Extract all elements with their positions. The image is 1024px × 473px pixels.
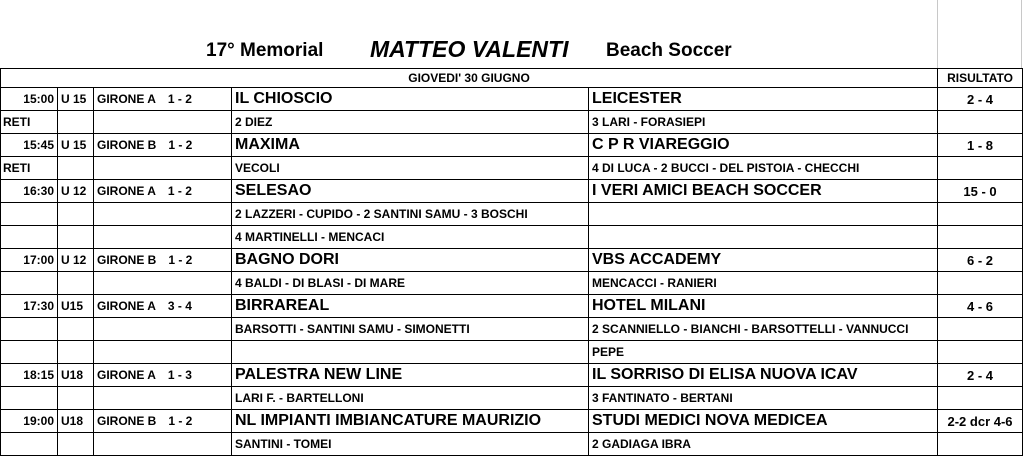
empty-cell [938,111,1023,134]
home-team: BIRRAREAL [232,295,589,318]
empty-cell [94,433,232,456]
away-team: C P R VIAREGGIO [589,134,938,157]
scorers-label [1,318,58,341]
empty-cell [94,157,232,180]
match-group [94,410,232,433]
scorers-row [1,387,1023,410]
group-match: 1 - 2 [167,184,192,198]
away-team: I VERI AMICI BEACH SOCCER [589,180,938,203]
match-time: 19:00 [1,410,58,433]
empty-cell [94,387,232,410]
away-team: LEICESTER [589,88,938,111]
empty-cell [58,318,94,341]
home-team: IL CHIOSCIO [232,88,589,111]
empty-cell [938,387,1023,410]
match-row [1,249,1023,272]
away-scorers: PEPE [589,341,938,364]
group-name: GIRONE B [97,414,157,428]
match-group [94,134,232,157]
scorers-label [1,433,58,456]
home-scorers: LARI F. - BARTELLONI [232,387,589,410]
match-category: U 15 [58,134,94,157]
match-result: 2 - 4 [938,88,1023,111]
group-name: GIRONE A [97,299,156,313]
schedule-table [0,68,1023,456]
match-row [1,295,1023,318]
empty-cell [938,341,1023,364]
away-scorers: MENCACCI - RANIERI [589,272,938,295]
home-team: MAXIMA [232,134,589,157]
match-result: 2 - 4 [938,364,1023,387]
match-group [94,88,232,111]
scorers-row [1,318,1023,341]
away-scorers: 4 DI LUCA - 2 BUCCI - DEL PISTOIA - CHECCHI [589,157,938,180]
scorers-row [1,272,1023,295]
empty-cell [94,111,232,134]
match-result: 1 - 8 [938,134,1023,157]
home-scorers: BARSOTTI - SANTINI SAMU - SIMONETTI [232,318,589,341]
group-name: GIRONE B [97,138,157,152]
empty-cell [94,226,232,249]
empty-cell [58,433,94,456]
scorers-label [1,341,58,364]
match-time: 15:45 [1,134,58,157]
title-row [0,0,1024,70]
match-category: U18 [58,364,94,387]
home-scorers: 4 MARTINELLI - MENCACI [232,226,589,249]
empty-cell [94,272,232,295]
group-match: 3 - 4 [167,299,192,313]
scorers-label: RETI [1,157,58,180]
away-scorers [589,226,938,249]
match-group [94,180,232,203]
group-name: GIRONE B [97,253,157,267]
empty-cell [938,157,1023,180]
day-header: GIOVEDI' 30 GIUGNO [1,69,938,88]
group-match: 1 - 2 [168,414,193,428]
home-team: SELESAO [232,180,589,203]
match-result: 6 - 2 [938,249,1023,272]
away-team: STUDI MEDICI NOVA MEDICEA [589,410,938,433]
scorers-label [1,226,58,249]
home-team: BAGNO DORI [232,249,589,272]
group-match: 1 - 2 [167,92,192,106]
match-group [94,295,232,318]
group-match: 1 - 3 [167,368,192,382]
scorers-label [1,387,58,410]
match-row [1,88,1023,111]
header-row [1,69,1023,88]
away-scorers: 3 FANTINATO - BERTANI [589,387,938,410]
match-result: 2-2 dcr 4-6 [938,410,1023,433]
empty-cell [938,203,1023,226]
away-team: IL SORRISO DI ELISA NUOVA ICAV [589,364,938,387]
group-match: 1 - 2 [168,253,193,267]
empty-cell [94,318,232,341]
match-time: 18:15 [1,364,58,387]
empty-cell [58,387,94,410]
away-scorers: 2 GADIAGA IBRA [589,433,938,456]
empty-cell [938,272,1023,295]
scorers-label: RETI [1,111,58,134]
away-scorers [589,203,938,226]
match-group [94,249,232,272]
home-team: PALESTRA NEW LINE [232,364,589,387]
match-result: 4 - 6 [938,295,1023,318]
away-team: HOTEL MILANI [589,295,938,318]
home-scorers: 2 DIEZ [232,111,589,134]
scorers-row [1,433,1023,456]
match-category: U 12 [58,249,94,272]
grid-line [937,0,938,68]
scorers-row [1,203,1023,226]
empty-cell [938,226,1023,249]
match-category: U 12 [58,180,94,203]
empty-cell [58,111,94,134]
empty-cell [58,341,94,364]
match-group [94,364,232,387]
match-time: 15:00 [1,88,58,111]
match-time: 17:30 [1,295,58,318]
grid-line [1021,0,1022,68]
home-team: NL IMPIANTI IMBIANCATURE MAURIZIO [232,410,589,433]
empty-cell [938,318,1023,341]
group-name: GIRONE A [97,184,156,198]
away-team: VBS ACCADEMY [589,249,938,272]
home-scorers: 2 LAZZERI - CUPIDO - 2 SANTINI SAMU - 3 BOSCHI [232,203,589,226]
title-name: MATTEO VALENTI [370,36,569,62]
empty-cell [938,433,1023,456]
match-row [1,180,1023,203]
group-match: 1 - 2 [168,138,193,152]
match-row [1,134,1023,157]
home-scorers: 4 BALDI - DI BLASI - DI MARE [232,272,589,295]
home-scorers [232,341,589,364]
match-category: U15 [58,295,94,318]
match-row [1,364,1023,387]
away-scorers: 3 LARI - FORASIEPI [589,111,938,134]
scorers-label [1,272,58,295]
match-row [1,410,1023,433]
empty-cell [94,203,232,226]
match-result: 15 - 0 [938,180,1023,203]
scorers-row [1,226,1023,249]
empty-cell [58,203,94,226]
home-scorers: SANTINI - TOMEI [232,433,589,456]
empty-cell [58,226,94,249]
scorers-label [1,203,58,226]
match-category: U 15 [58,88,94,111]
group-name: GIRONE A [97,92,156,106]
scorers-row [1,341,1023,364]
away-scorers: 2 SCANNIELLO - BIANCHI - BARSOTTELLI - VANNUCCI [589,318,938,341]
match-time: 16:30 [1,180,58,203]
group-name: GIRONE A [97,368,156,382]
title-edition: 17° Memorial [206,40,324,61]
scorers-row [1,157,1023,180]
empty-cell [94,341,232,364]
empty-cell [58,157,94,180]
scorers-row [1,111,1023,134]
match-time: 17:00 [1,249,58,272]
result-header: RISULTATO [938,69,1023,88]
title-event: Beach Soccer [606,40,732,61]
home-scorers: VECOLI [232,157,589,180]
match-category: U18 [58,410,94,433]
empty-cell [58,272,94,295]
